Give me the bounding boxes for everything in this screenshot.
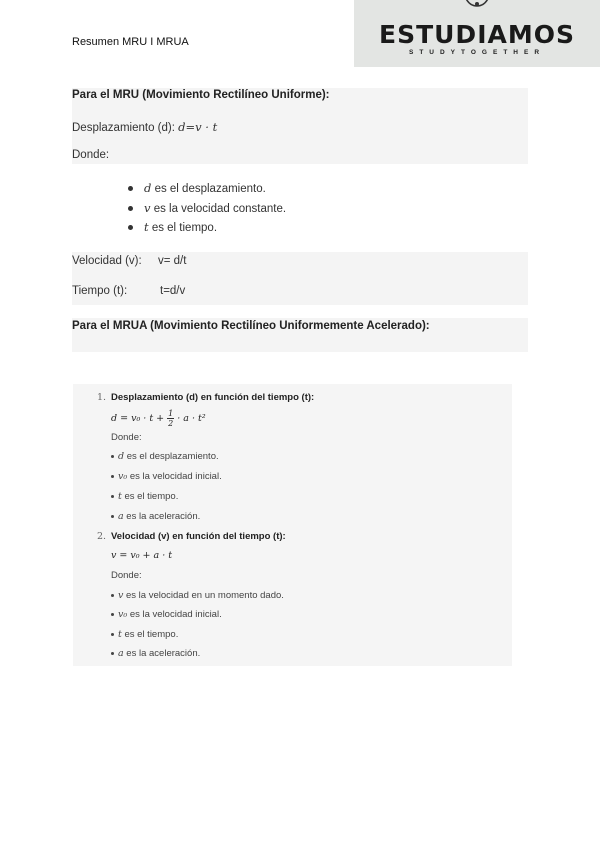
bullet-text: es el tiempo.	[121, 629, 179, 640]
fraction-denominator: 2	[168, 419, 174, 428]
bullet-symbol: a	[118, 648, 124, 659]
bullet-symbol: d	[118, 451, 125, 462]
mru-heading: Para el MRU (Movimiento Rectilíneo Uniforme):	[72, 89, 330, 101]
bullet-text: es la aceleración.	[123, 648, 201, 659]
list-item	[118, 590, 284, 601]
mru-desplazamiento	[72, 120, 528, 134]
bullet-text: es la velocidad constante.	[150, 202, 287, 215]
donde-label: Donde:	[111, 432, 142, 443]
donde-label: Donde:	[111, 570, 142, 581]
logo	[354, 0, 600, 67]
mru-velocidad	[72, 255, 528, 267]
mru-tiempo	[72, 285, 528, 297]
bullet-symbol: v	[144, 200, 151, 215]
item-number: 2.	[97, 531, 107, 542]
logo-text: ESTUDIAMOS	[379, 20, 575, 49]
fraction-numerator: 1	[168, 409, 174, 418]
bullet-symbol: t	[144, 220, 149, 234]
item-number: 1.	[97, 392, 107, 403]
bullet-text: es el desplazamiento.	[151, 183, 266, 195]
equation-part: d = v₀ · t +	[111, 413, 168, 424]
list-item	[118, 511, 200, 522]
velocidad-equation: v = v₀ + a · t	[111, 550, 173, 561]
bullet-symbol: v	[118, 590, 124, 601]
bullet-symbol: a	[118, 511, 124, 522]
tiempo-formula: t=d/v	[160, 285, 186, 297]
bullet-symbol: d	[144, 181, 152, 195]
desplazamiento-equation	[111, 409, 206, 428]
logo-tagline: STUDYTOGETHER	[408, 49, 546, 56]
document-title: Resumen MRU I MRUA	[72, 36, 189, 48]
bullet-symbol: t	[118, 629, 122, 640]
item-title: Desplazamiento (d) en función del tiempo (t):	[111, 392, 315, 403]
list-item	[128, 201, 286, 221]
bullet-text: es la aceleración.	[123, 511, 201, 522]
bullet-text: es la velocidad en un momento dado.	[123, 590, 284, 601]
bullet-text: es el tiempo.	[121, 491, 179, 502]
desplazamiento-formula: d=v · t	[178, 120, 218, 134]
mrua-formula-panel	[73, 384, 512, 666]
list-item	[128, 220, 286, 240]
mrua-heading: Para el MRUA (Movimiento Rectilíneo Uniformemente Acelerado):	[72, 320, 430, 332]
list-item	[118, 609, 222, 620]
tiempo-label: Tiempo (t):	[72, 285, 128, 297]
item-title: Velocidad (v) en función del tiempo (t):	[111, 531, 286, 542]
bullet-text: es la velocidad inicial.	[127, 609, 222, 620]
list-item	[118, 471, 222, 482]
bullet-text: es el tiempo.	[148, 222, 218, 234]
list-item	[118, 629, 178, 640]
desplazamiento-label: Desplazamiento (d):	[72, 122, 179, 134]
list-item	[118, 648, 200, 659]
bullet-symbol: t	[118, 491, 122, 502]
list-item	[118, 451, 219, 462]
bullet-symbol: v₀	[118, 609, 128, 620]
bullet-text: es el desplazamiento.	[124, 451, 219, 462]
wreath-icon	[462, 0, 492, 8]
list-item	[128, 181, 286, 201]
equation-part: · a · t²	[174, 413, 206, 424]
mru-bullet-list	[128, 181, 286, 240]
mru-donde: Donde:	[72, 149, 110, 161]
velocidad-label: Velocidad (v):	[72, 255, 142, 267]
bullet-text: es la velocidad inicial.	[127, 471, 222, 482]
velocidad-formula: v= d/t	[158, 255, 187, 267]
list-item	[118, 491, 178, 502]
bullet-symbol: v₀	[118, 471, 128, 482]
